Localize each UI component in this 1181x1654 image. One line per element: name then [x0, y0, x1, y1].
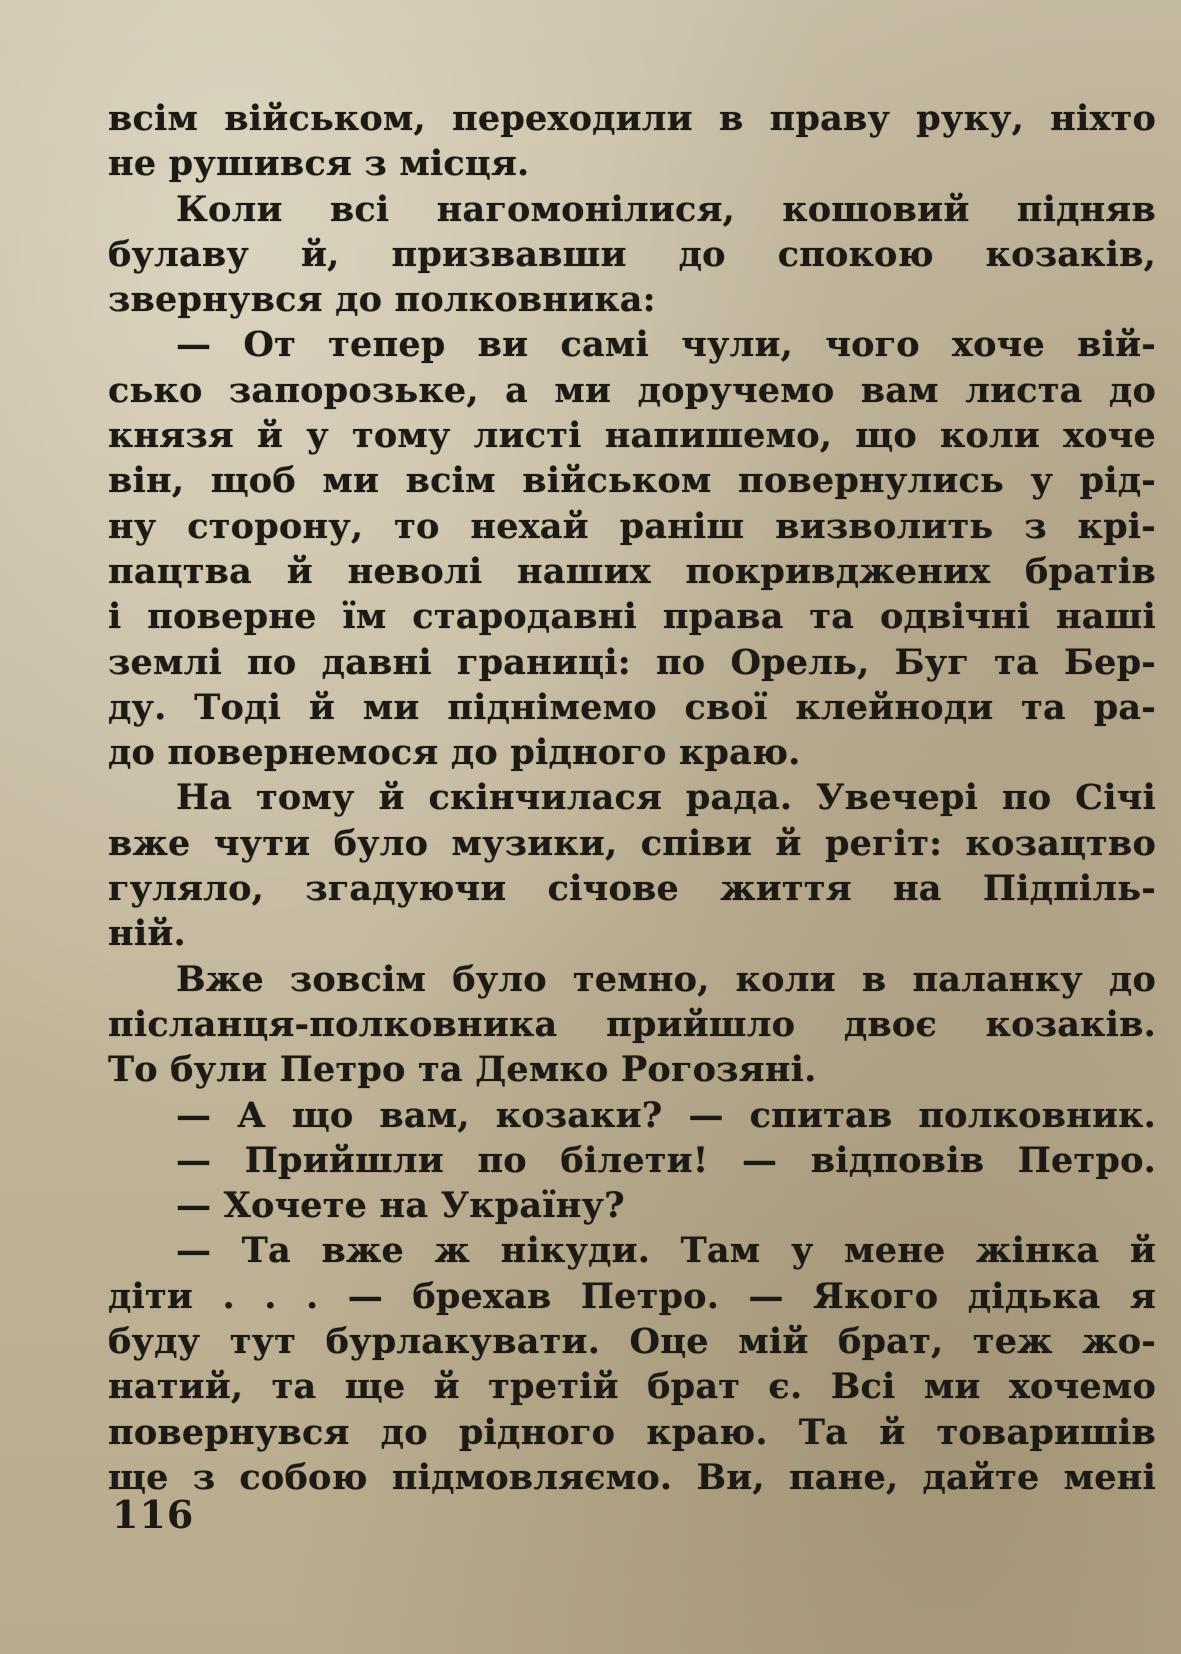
text-line: діти . . . — брехав Петро. — Якого дідька я — [108, 1275, 1156, 1317]
text-line: і поверне їм стародавні права та одвічні наші — [108, 596, 1156, 638]
page-number: 116 — [112, 1492, 195, 1537]
text-line: всім військом, переходили в праву руку, ніхто — [108, 98, 1156, 139]
text-line: землі по давні границі: по Орель, Буг та Бер- — [108, 641, 1156, 683]
text-line: ще з собою підмовляємо. Ви, пане, дайте мені — [108, 1456, 1156, 1498]
text-line: до повернемося до рідного краю. — [108, 732, 801, 774]
text-line: Вже зовсім було темно, коли в паланку до — [176, 958, 1156, 1000]
text-line: сько запорозьке, а ми доручемо вам листа до — [108, 369, 1156, 411]
text-line: натий, та ще й третій брат є. Всі ми хочемо — [108, 1366, 1156, 1408]
text-line: — Та вже ж нікуди. Там у мене жінка й — [176, 1230, 1156, 1272]
text-line: — А що вам, козаки? — спитав полковник. — [176, 1094, 1156, 1136]
text-line: — Хочете на Україну? — [176, 1185, 625, 1227]
text-line: На тому й скінчилася рада. Увечері по Січі — [176, 777, 1156, 819]
text-line: — Прийшли по білети! — відповів Петро. — [176, 1139, 1156, 1181]
text-line: ну сторону, то нехай раніш визволить з крі- — [108, 505, 1156, 547]
text-line: повернувся до рідного краю. Та й товаришів — [108, 1411, 1156, 1453]
text-line: не рушився з місця. — [108, 143, 530, 185]
text-line: булаву й, призвавши до спокою козаків, — [108, 233, 1156, 275]
text-line: післанця-полковника прийшло двоє козаків. — [108, 1003, 1156, 1045]
text-line: князя й у тому листі напишемо, що коли хоче — [108, 415, 1156, 457]
text-line: То були Петро та Демко Рогозяні. — [108, 1049, 817, 1091]
text-line: — От тепер ви самі чули, чого хоче вій- — [176, 324, 1156, 366]
text-line: гуляло, згадуючи січове життя на Підпіль- — [108, 868, 1156, 910]
text-line: ній. — [108, 913, 186, 955]
text-line: пацтва й неволі наших покривджених братів — [108, 550, 1156, 592]
text-line: ду. Тоді й ми піднімемо свої клейноди та ра- — [108, 686, 1156, 728]
text-line: вже чути було музики, співи й регіт: козацтво — [108, 822, 1156, 864]
text-line: звернувся до полковника: — [108, 279, 656, 321]
text-line: він, щоб ми всім військом повернулись у рід- — [108, 460, 1156, 502]
body-text — [108, 96, 1156, 1500]
text-line: Коли всі нагомонілися, кошовий підняв — [176, 188, 1156, 230]
text-line: буду тут бурлакувати. Оце мій брат, теж жо- — [108, 1321, 1156, 1363]
